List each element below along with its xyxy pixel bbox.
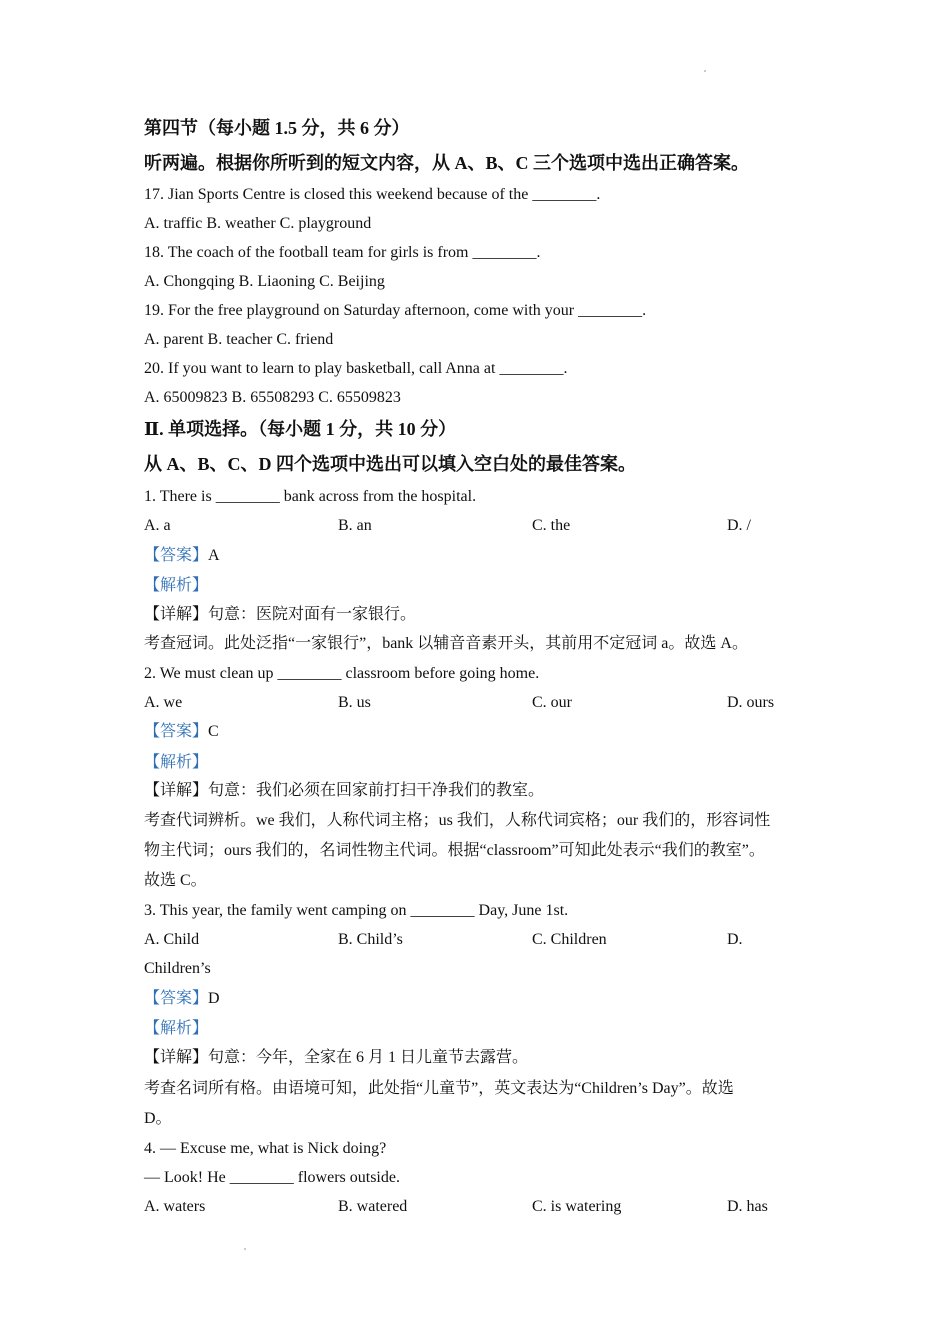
q1-option-c: C. the [532, 517, 571, 534]
answer-label: 【答案】 [144, 547, 209, 564]
question-17: 17. Jian Sports Centre is closed this weekend because of the ________. [144, 186, 601, 203]
answer-label: 【答案】 [144, 723, 209, 740]
q3-answer-line [144, 989, 220, 1009]
part2-title: Ⅱ. 单项选择。（每小题 1 分，共 10 分） [144, 419, 457, 439]
detail-label: 【详解】 [144, 782, 209, 799]
q3-explanation-2: D。 [144, 1110, 172, 1127]
q3-detail: 句意：今年，全家在 6 月 1 日儿童节去露营。 [208, 1049, 529, 1066]
page-speck [704, 70, 706, 72]
q4-stem-2: — Look! He ________ flowers outside. [144, 1169, 400, 1186]
q4-option-b: B. watered [338, 1198, 408, 1215]
q3-option-c: C. Children [532, 931, 607, 948]
q3-option-d-continued: Children’s [144, 960, 211, 977]
q2-option-b: B. us [338, 694, 371, 711]
q1-option-b: B. an [338, 517, 372, 534]
q1-detail: 句意：医院对面有一家银行。 [208, 606, 417, 623]
q3-option-a: A. Child [144, 931, 200, 948]
q2-option-a: A. we [144, 694, 183, 711]
q1-option-d: D. / [727, 517, 751, 534]
section-instruction: 听两遍。根据你所听到的短文内容，从 A、B、C 三个选项中选出正确答案。 [144, 153, 750, 173]
question-20: 20. If you want to learn to play basketball, call Anna at ________. [144, 360, 568, 377]
question-20-options: A. 65009823 B. 65508293 C. 65509823 [144, 389, 401, 406]
detail-label: 【详解】 [144, 1049, 209, 1066]
part2-instruction: 从 A、B、C、D 四个选项中选出可以填入空白处的最佳答案。 [144, 454, 637, 474]
q1-stem: 1. There is ________ bank across from the hospital. [144, 488, 477, 505]
q2-answer: C [208, 723, 219, 740]
q1-analysis-label: 【解析】 [144, 577, 209, 594]
q2-detail-line [144, 781, 544, 801]
page-speck [244, 1248, 246, 1250]
q3-analysis-label: 【解析】 [144, 1020, 209, 1037]
q2-answer-line [144, 722, 219, 742]
detail-label: 【详解】 [144, 606, 209, 623]
q1-detail-line [144, 605, 416, 625]
q4-option-d: D. has [727, 1198, 768, 1215]
q3-explanation-1: 考查名词所有格。由语境可知，此处指“儿童节”，英文表达为“Children’s Day”。故选 [144, 1080, 734, 1097]
question-19: 19. For the free playground on Saturday afternoon, come with your ________. [144, 302, 647, 319]
q3-stem: 3. This year, the family went camping on ________ Day, June 1st. [144, 902, 569, 919]
q2-option-c: C. our [532, 694, 572, 711]
q1-explanation: 考查冠词。此处泛指“一家银行”，bank 以辅音音素开头，其前用不定冠词 a。故选 A。 [144, 635, 748, 652]
q2-explanation-2: 物主代词；ours 我们的，名词性物主代词。根据“classroom”可知此处表示“我们的教室”。 [144, 842, 765, 859]
q1-answer-line [144, 546, 220, 566]
q3-detail-line [144, 1048, 528, 1068]
q4-stem-1: 4. — Excuse me, what is Nick doing? [144, 1140, 387, 1157]
question-18: 18. The coach of the football team for girls is from ________. [144, 244, 541, 261]
q2-option-d: D. ours [727, 694, 775, 711]
q4-option-c: C. is watering [532, 1198, 622, 1215]
q1-option-a: A. a [144, 517, 171, 534]
q1-answer: A [208, 547, 220, 564]
q2-analysis-label: 【解析】 [144, 754, 209, 771]
q4-option-a: A. waters [144, 1198, 206, 1215]
q3-option-b: B. Child’s [338, 931, 403, 948]
question-18-options: A. Chongqing B. Liaoning C. Beijing [144, 273, 385, 290]
q2-stem: 2. We must clean up ________ classroom before going home. [144, 665, 540, 682]
section-title: 第四节（每小题 1.5 分，共 6 分） [144, 118, 410, 138]
q3-answer: D [208, 990, 220, 1007]
question-19-options: A. parent B. teacher C. friend [144, 331, 334, 348]
q2-explanation-3: 故选 C。 [144, 872, 207, 889]
question-17-options: A. traffic B. weather C. playground [144, 215, 372, 232]
q2-detail: 句意：我们必须在回家前打扫干净我们的教室。 [208, 782, 545, 799]
answer-label: 【答案】 [144, 990, 209, 1007]
q2-explanation-1: 考查代词辨析。we 我们，人称代词主格；us 我们，人称代词宾格；our 我们的，形容词性 [144, 812, 771, 829]
q3-option-d: D. [727, 931, 743, 948]
